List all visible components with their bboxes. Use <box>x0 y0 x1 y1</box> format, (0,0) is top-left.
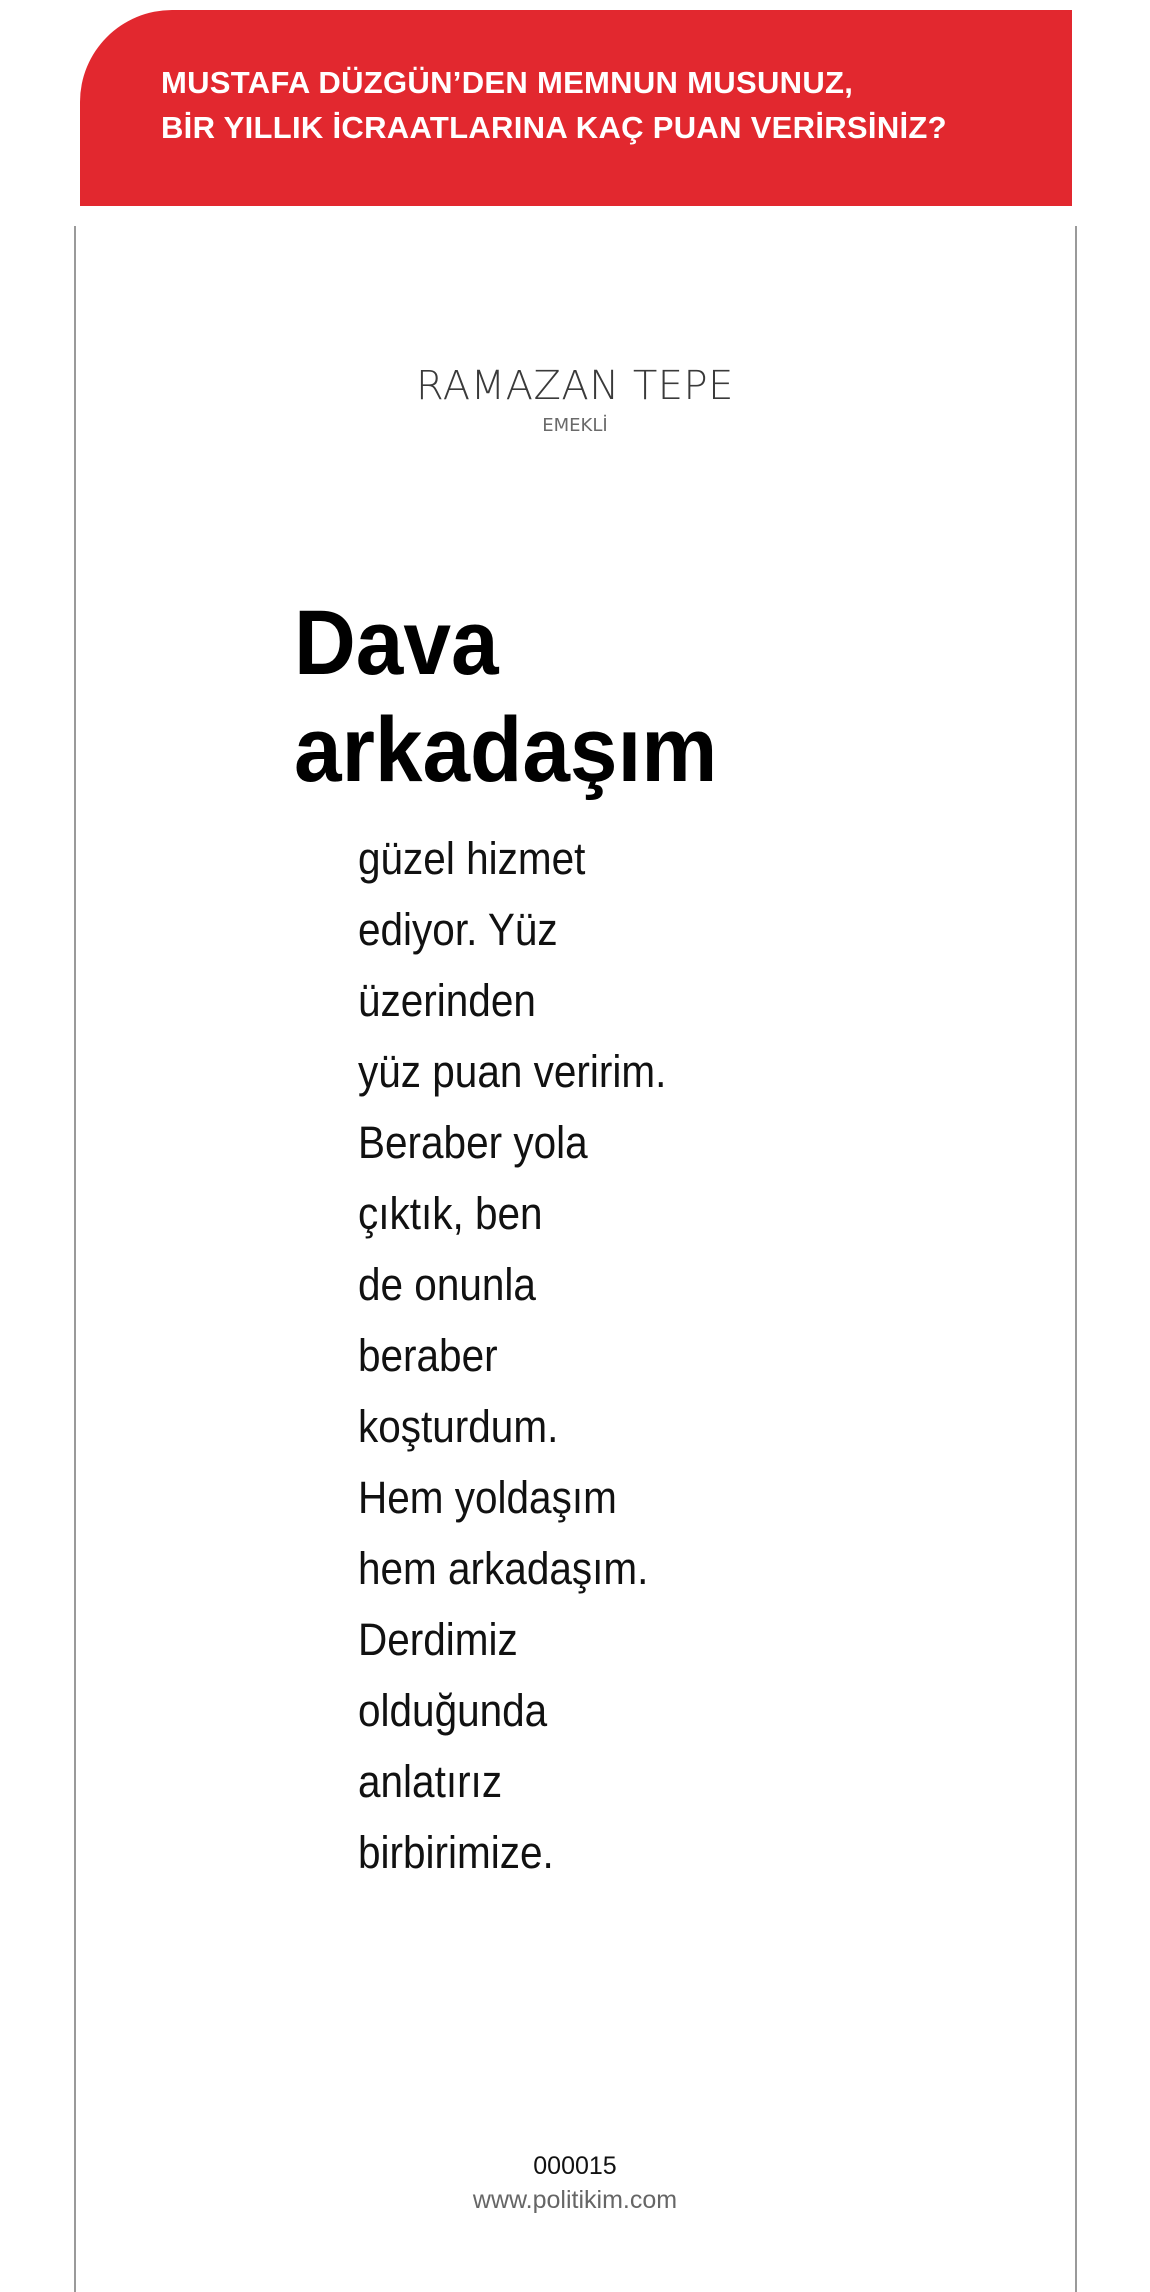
quote-text <box>358 823 878 1888</box>
quote-line: de onunla <box>358 1259 536 1310</box>
quote-line: anlatırız <box>358 1756 503 1807</box>
author-block <box>0 362 1150 438</box>
footer <box>0 2150 1150 2216</box>
page-code: 000015 <box>533 2152 617 2180</box>
quote-line: güzel hizmet <box>358 833 586 884</box>
headline <box>294 590 894 804</box>
headline-line: arkadaşım <box>294 699 718 801</box>
quote-line: yüz puan veririm. <box>358 1046 667 1097</box>
question-banner <box>80 10 1072 206</box>
quote-line: Beraber yola <box>358 1117 588 1168</box>
headline-line: Dava <box>294 592 499 694</box>
quote-line: beraber <box>358 1330 498 1381</box>
right-divider <box>1075 226 1077 2292</box>
quote-line: çıktık, ben <box>358 1188 543 1239</box>
banner-question-line-1: MUSTAFA DÜZGÜN’DEN MEMNUN MUSUNUZ, <box>161 65 854 100</box>
quote-line: Derdimiz <box>358 1614 518 1665</box>
left-divider <box>74 226 76 2292</box>
banner-question-line-2: BİR YILLIK İCRAATLARINA KAÇ PUAN VERİRSİNİZ? <box>161 110 947 145</box>
author-role: EMEKLİ <box>542 415 608 436</box>
quote-line: üzerinden <box>358 975 536 1026</box>
quote-line: koşturdum. <box>358 1401 559 1452</box>
quote-line: Hem yoldaşım <box>358 1472 617 1523</box>
quote-line: birbirimize. <box>358 1827 554 1878</box>
author-name: RAMAZAN TEPE <box>416 363 734 409</box>
quote-line: olduğunda <box>358 1685 548 1736</box>
quote-line: hem arkadaşım. <box>358 1543 649 1594</box>
quote-line: ediyor. Yüz <box>358 904 558 955</box>
website-link[interactable]: www.politikim.com <box>472 2186 678 2214</box>
